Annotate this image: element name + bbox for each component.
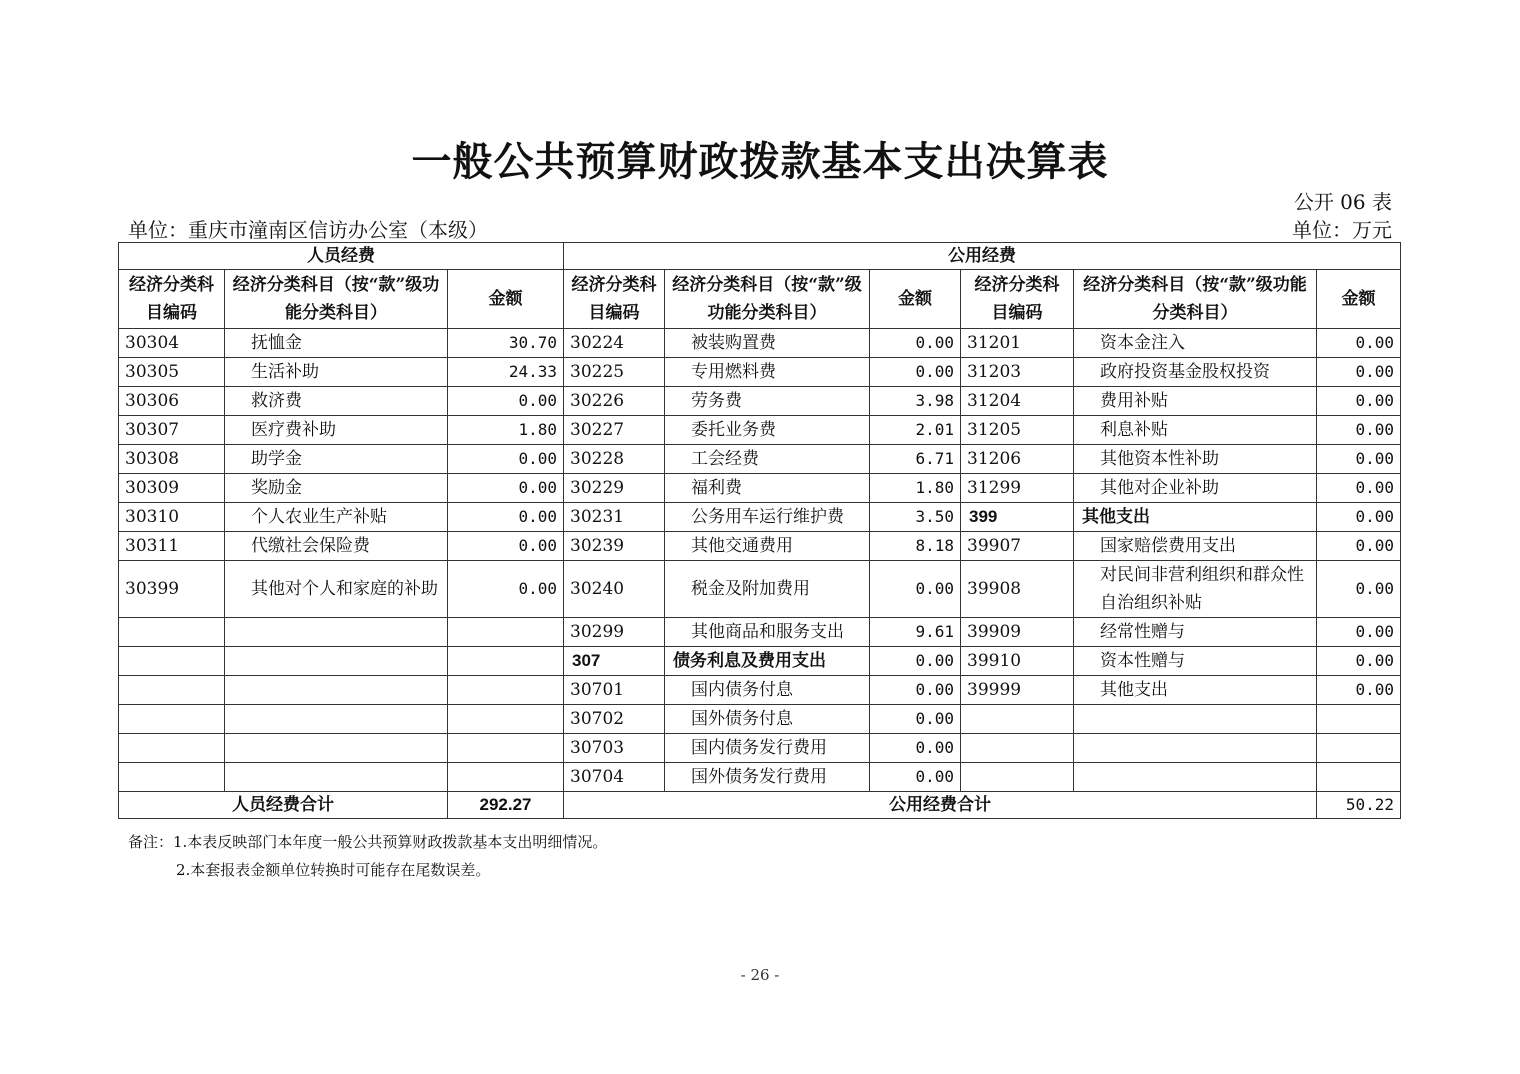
- cell-name: 公务用车运行维护费: [665, 503, 870, 532]
- cell-name: 其他资本性补助: [1074, 445, 1317, 474]
- cell-code: 31203: [961, 358, 1074, 387]
- header-name-a: 经济分类科目（按“款”级功能分类科目）: [225, 270, 448, 329]
- cell-amount: 0.00: [870, 647, 961, 676]
- cell-name: 费用补贴: [1074, 387, 1317, 416]
- cell-amount: 0.00: [1317, 561, 1401, 618]
- cell-code: 30304: [119, 329, 225, 358]
- cell-name: 国外债务付息: [665, 705, 870, 734]
- personnel-total-amount: 292.27: [448, 792, 564, 819]
- cell-name: [1074, 734, 1317, 763]
- cell-amount: 0.00: [1317, 358, 1401, 387]
- cell-code: 31204: [961, 387, 1074, 416]
- cell-code: 30305: [119, 358, 225, 387]
- cell-amount: 0.00: [1317, 647, 1401, 676]
- cell-name: 专用燃料费: [665, 358, 870, 387]
- cell-name: 国外债务发行费用: [665, 763, 870, 792]
- cell-code: 30307: [119, 416, 225, 445]
- cell-code: [119, 734, 225, 763]
- cell-code: 39909: [961, 618, 1074, 647]
- cell-name: 福利费: [665, 474, 870, 503]
- cell-code: 30240: [564, 561, 665, 618]
- cell-code: 30311: [119, 532, 225, 561]
- cell-code: [961, 705, 1074, 734]
- header-code-a: 经济分类科目编码: [119, 270, 225, 329]
- cell-code: 39910: [961, 647, 1074, 676]
- public-total-amount: 50.22: [1317, 792, 1401, 819]
- cell-amount: [448, 734, 564, 763]
- cell-amount: 0.00: [870, 358, 961, 387]
- cell-amount: 0.00: [1317, 532, 1401, 561]
- cell-amount: 0.00: [870, 676, 961, 705]
- table-row: [119, 329, 1401, 358]
- cell-name: 劳务费: [665, 387, 870, 416]
- cell-name: 国家赔偿费用支出: [1074, 532, 1317, 561]
- table-row: [119, 647, 1401, 676]
- table-row: [119, 445, 1401, 474]
- cell-amount: 0.00: [1317, 474, 1401, 503]
- cell-name: [225, 763, 448, 792]
- cell-name: 被装购置费: [665, 329, 870, 358]
- cell-amount: 24.33: [448, 358, 564, 387]
- cell-code: 30224: [564, 329, 665, 358]
- cell-code: 31206: [961, 445, 1074, 474]
- cell-name: 其他对个人和家庭的补助: [225, 561, 448, 618]
- form-number: 公开 06 表: [1293, 190, 1392, 214]
- cell-name: 对民间非营利组织和群众性自治组织补贴: [1074, 561, 1317, 618]
- cell-name: 税金及附加费用: [665, 561, 870, 618]
- cell-name: [225, 676, 448, 705]
- table-row: [119, 503, 1401, 532]
- cell-amount: 1.80: [870, 474, 961, 503]
- cell-code: 30229: [564, 474, 665, 503]
- cell-amount: 8.18: [870, 532, 961, 561]
- cell-amount: 0.00: [1317, 329, 1401, 358]
- cell-amount: 0.00: [870, 705, 961, 734]
- cell-name: 生活补助: [225, 358, 448, 387]
- cell-code: 39999: [961, 676, 1074, 705]
- cell-amount: 0.00: [448, 474, 564, 503]
- cell-name: [1074, 763, 1317, 792]
- cell-amount: [448, 763, 564, 792]
- notes: [128, 828, 607, 884]
- unit-organization: 单位：重庆市潼南区信访办公室（本级）: [128, 218, 488, 242]
- cell-code: 30225: [564, 358, 665, 387]
- header-code-c: 经济分类科目编码: [961, 270, 1074, 329]
- cell-amount: 1.80: [448, 416, 564, 445]
- cell-name: 委托业务费: [665, 416, 870, 445]
- expenditure-table: [118, 242, 1401, 819]
- cell-amount: [1317, 705, 1401, 734]
- cell-code: [119, 676, 225, 705]
- cell-amount: 9.61: [870, 618, 961, 647]
- cell-name: 其他交通费用: [665, 532, 870, 561]
- cell-code: 31205: [961, 416, 1074, 445]
- cell-code: 307: [564, 647, 665, 676]
- column-header-row: [119, 270, 1401, 329]
- cell-name: 债务利息及费用支出: [665, 647, 870, 676]
- cell-amount: [448, 676, 564, 705]
- cell-name: 抚恤金: [225, 329, 448, 358]
- cell-code: 399: [961, 503, 1074, 532]
- cell-name: 其他支出: [1074, 503, 1317, 532]
- cell-code: [961, 763, 1074, 792]
- cell-amount: [448, 618, 564, 647]
- cell-amount: 0.00: [448, 503, 564, 532]
- header-amount-c: 金额: [1317, 270, 1401, 329]
- cell-code: 30227: [564, 416, 665, 445]
- section-header-row: [119, 243, 1401, 270]
- cell-code: 30306: [119, 387, 225, 416]
- cell-amount: 0.00: [1317, 676, 1401, 705]
- cell-code: 30310: [119, 503, 225, 532]
- cell-amount: 0.00: [1317, 618, 1401, 647]
- cell-amount: 3.50: [870, 503, 961, 532]
- cell-amount: 0.00: [870, 561, 961, 618]
- cell-amount: 0.00: [1317, 416, 1401, 445]
- header-name-c: 经济分类科目（按“款”级功能分类科目）: [1074, 270, 1317, 329]
- cell-code: 30399: [119, 561, 225, 618]
- cell-name: [225, 705, 448, 734]
- cell-amount: 0.00: [448, 561, 564, 618]
- cell-amount: 6.71: [870, 445, 961, 474]
- cell-code: 39908: [961, 561, 1074, 618]
- cell-amount: 30.70: [448, 329, 564, 358]
- header-amount-b: 金额: [870, 270, 961, 329]
- note-2: 2.本套报表金额单位转换时可能存在尾数误差。: [176, 861, 491, 879]
- cell-code: 30228: [564, 445, 665, 474]
- section-public: 公用经费: [564, 243, 1401, 270]
- header-amount-a: 金额: [448, 270, 564, 329]
- cell-name: [225, 734, 448, 763]
- table-row: [119, 705, 1401, 734]
- cell-name: [225, 618, 448, 647]
- cell-name: 助学金: [225, 445, 448, 474]
- header-code-b: 经济分类科目编码: [564, 270, 665, 329]
- note-1: 备注：1.本表反映部门本年度一般公共预算财政拨款基本支出明细情况。: [128, 833, 608, 851]
- cell-name: 其他对企业补助: [1074, 474, 1317, 503]
- cell-code: 30308: [119, 445, 225, 474]
- cell-amount: 0.00: [1317, 503, 1401, 532]
- public-total-label: 公用经费合计: [564, 792, 1317, 819]
- cell-name: 经常性赠与: [1074, 618, 1317, 647]
- cell-amount: [1317, 763, 1401, 792]
- cell-code: [119, 763, 225, 792]
- cell-name: 其他支出: [1074, 676, 1317, 705]
- cell-amount: 0.00: [870, 329, 961, 358]
- cell-code: 30702: [564, 705, 665, 734]
- cell-code: 30703: [564, 734, 665, 763]
- totals-row: [119, 792, 1401, 819]
- table-row: [119, 416, 1401, 445]
- cell-amount: [448, 647, 564, 676]
- cell-amount: 3.98: [870, 387, 961, 416]
- cell-amount: 2.01: [870, 416, 961, 445]
- cell-name: 救济费: [225, 387, 448, 416]
- cell-code: 30226: [564, 387, 665, 416]
- table-row: [119, 561, 1401, 618]
- cell-code: 31201: [961, 329, 1074, 358]
- cell-amount: 0.00: [1317, 387, 1401, 416]
- cell-name: [1074, 705, 1317, 734]
- table-row: [119, 474, 1401, 503]
- cell-amount: 0.00: [448, 532, 564, 561]
- cell-name: 资本性赠与: [1074, 647, 1317, 676]
- cell-code: 30231: [564, 503, 665, 532]
- cell-code: 31299: [961, 474, 1074, 503]
- table-row: [119, 734, 1401, 763]
- personnel-total-label: 人员经费合计: [119, 792, 448, 819]
- cell-name: 医疗费补助: [225, 416, 448, 445]
- table-row: [119, 387, 1401, 416]
- cell-code: [961, 734, 1074, 763]
- cell-code: 30299: [564, 618, 665, 647]
- table-row: [119, 532, 1401, 561]
- cell-amount: 0.00: [448, 445, 564, 474]
- cell-code: 30704: [564, 763, 665, 792]
- cell-amount: [448, 705, 564, 734]
- unit-currency: 单位：万元: [1292, 218, 1392, 242]
- page-number: - 26 -: [740, 966, 780, 984]
- cell-amount: 0.00: [1317, 445, 1401, 474]
- header-name-b: 经济分类科目（按“款”级功能分类科目）: [665, 270, 870, 329]
- cell-name: 个人农业生产补贴: [225, 503, 448, 532]
- cell-amount: 0.00: [448, 387, 564, 416]
- cell-name: 工会经费: [665, 445, 870, 474]
- cell-name: 国内债务付息: [665, 676, 870, 705]
- cell-code: 30239: [564, 532, 665, 561]
- cell-amount: 0.00: [870, 763, 961, 792]
- table-row: [119, 358, 1401, 387]
- table-row: [119, 676, 1401, 705]
- table-row: [119, 763, 1401, 792]
- cell-code: 30701: [564, 676, 665, 705]
- cell-name: 其他商品和服务支出: [665, 618, 870, 647]
- cell-name: 资本金注入: [1074, 329, 1317, 358]
- cell-name: [225, 647, 448, 676]
- cell-name: 奖励金: [225, 474, 448, 503]
- section-personnel: 人员经费: [119, 243, 564, 270]
- cell-amount: 0.00: [870, 734, 961, 763]
- table-row: [119, 618, 1401, 647]
- cell-amount: [1317, 734, 1401, 763]
- page-title: 一般公共预算财政拨款基本支出决算表: [411, 138, 1109, 185]
- cell-code: [119, 618, 225, 647]
- cell-code: [119, 647, 225, 676]
- cell-name: 政府投资基金股权投资: [1074, 358, 1317, 387]
- cell-code: [119, 705, 225, 734]
- cell-name: 国内债务发行费用: [665, 734, 870, 763]
- cell-code: 39907: [961, 532, 1074, 561]
- cell-name: 利息补贴: [1074, 416, 1317, 445]
- cell-code: 30309: [119, 474, 225, 503]
- cell-name: 代缴社会保险费: [225, 532, 448, 561]
